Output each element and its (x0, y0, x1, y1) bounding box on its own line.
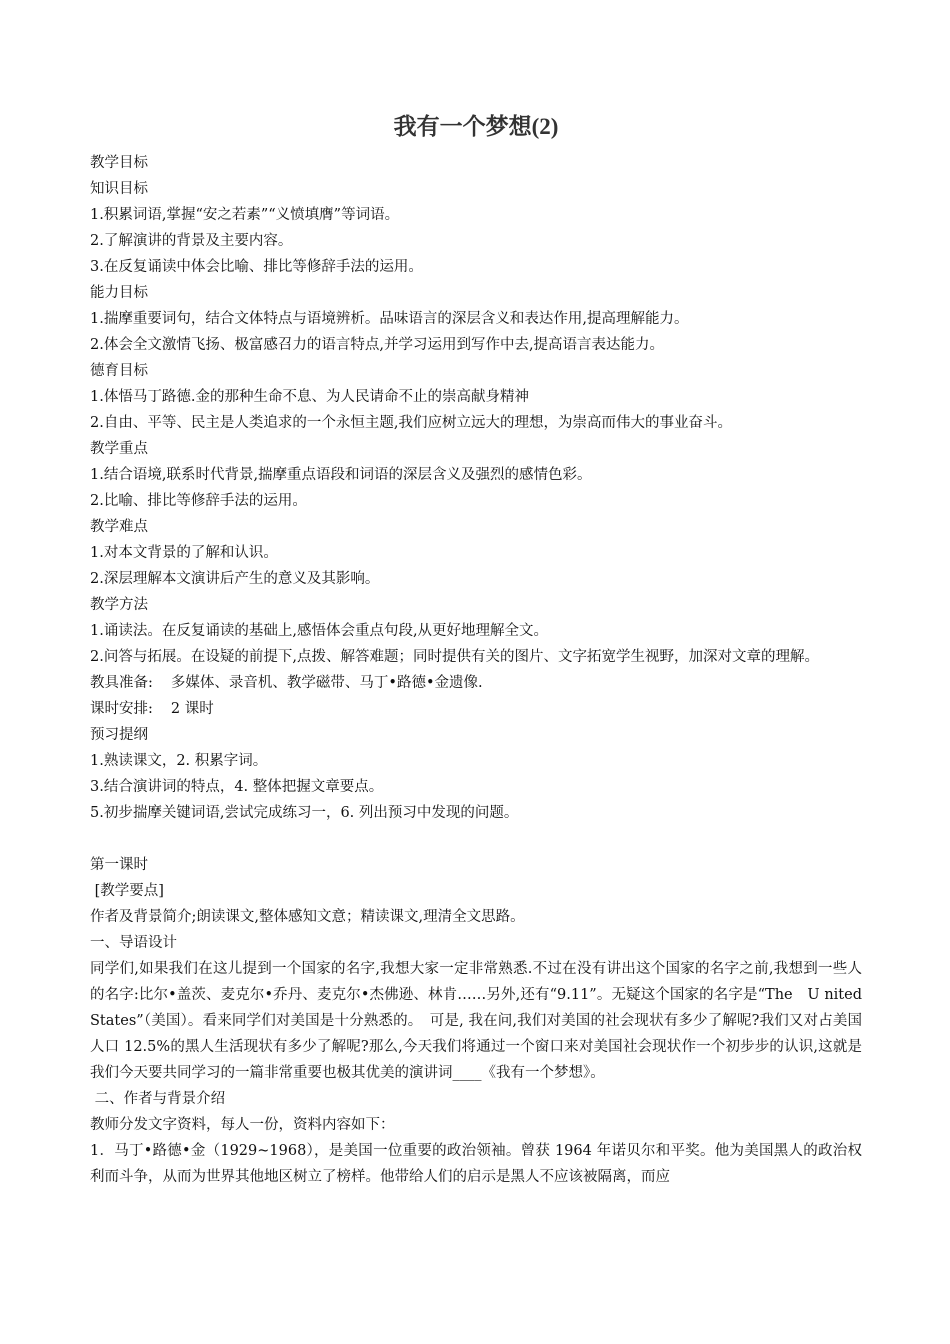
blank-line (90, 826, 862, 852)
text-line: [教学要点] (90, 883, 164, 899)
text-line: 1.熟读课文，2. 积累字词。 (90, 753, 268, 769)
objectives-section (90, 150, 862, 670)
text-line: 教师分发文字资料，每人一份，资料内容如下： (90, 1117, 395, 1133)
text-line: 教学方法 (90, 597, 148, 613)
tools-label: 教具准备: (90, 675, 153, 691)
text-line: 3.结合演讲词的特点，4. 整体把握文章要点。 (90, 779, 384, 795)
text-line: 预习提纲 (90, 727, 148, 743)
text-line: 教学目标 (90, 155, 148, 171)
text-line: 第一课时 (90, 857, 148, 873)
document-title: 我有一个梦想(2) (393, 114, 559, 139)
bio-paragraph: 1．马丁•路德•金（1929~1968），是美国一位重要的政治领袖。曾获 1964 年诺贝尔和平奖。他为美国黑人的政治权利而斗争，从而为世界其他地区树立了榜样。他带给人们的启示是黑人不应该被隔离，而应 (90, 1143, 862, 1185)
text-line: 1.诵读法。在反复诵读的基础上,感悟体会重点句段,从更好地理解全文。 (90, 623, 549, 639)
text-line: 1.结合语境,联系时代背景,揣摩重点语段和词语的深层含义及强烈的感情色彩。 (90, 467, 592, 483)
text-line: 2.自由、平等、民主是人类追求的一个永恒主题,我们应树立远大的理想，为崇高而伟大的事业奋斗。 (90, 415, 732, 431)
text-line: 1.揣摩重要词句，结合文体特点与语境辨析。品味语言的深层含义和表达作用,提高理解能力。 (90, 311, 689, 327)
text-line: 一、导语设计 (90, 935, 177, 951)
text-line: 教学重点 (90, 441, 148, 457)
text-line: 知识目标 (90, 181, 148, 197)
preview-section (90, 722, 862, 826)
lesson-one-section (90, 852, 862, 1190)
text-line: 1.对本文背景的了解和认识。 (90, 545, 278, 561)
text-line: 2.比喻、排比等修辞手法的运用。 (90, 493, 307, 509)
method-paragraph: 2.问答与拓展。在设疑的前提下,点拨、解答难题；同时提供有关的图片、文字拓宽学生视野，加深对文章的理解。 (90, 649, 819, 665)
text-line: 作者及背景简介;朗读课文,整体感知文意；精读课文,理清全文思路。 (90, 909, 525, 925)
text-line: 德育目标 (90, 363, 148, 379)
text-line: 2.深层理解本文演讲后产生的意义及其影响。 (90, 571, 380, 587)
text-line: 1.体悟马丁路德.金的那种生命不息、为人民请命不止的崇高献身精神 (90, 389, 529, 405)
text-line: 1.积累词语,掌握“安之若素”“义愤填膺”等词语。 (90, 207, 400, 223)
text-line: 2.了解演讲的背景及主要内容。 (90, 233, 293, 249)
text-line: 3.在反复诵读中体会比喻、排比等修辞手法的运用。 (90, 259, 423, 275)
schedule-label: 课时安排: (90, 701, 153, 717)
text-line: 教学难点 (90, 519, 148, 535)
text-line: 5.初步揣摩关键词语,尝试完成练习一，6. 列出预习中发现的问题。 (90, 805, 519, 821)
text-line: 2.体会全文激情飞扬、极富感召力的语言特点,并学习运用到写作中去,提高语言表达能力。 (90, 337, 665, 353)
schedule-value: 2 课时 (170, 701, 214, 717)
tools-line (90, 670, 862, 696)
text-line: 二、作者与背景介绍 (90, 1091, 226, 1107)
text-line: 能力目标 (90, 285, 148, 301)
schedule-line (90, 696, 862, 722)
intro-paragraph: 同学们,如果我们在这儿提到一个国家的名字,我想大家一定非常熟悉.不过在没有讲出这个国家的名字之前,我想到一些人的名字:比尔•盖茨、麦克尔•乔丹、麦克尔•杰佛逊、林肯……另外,还有“9.11”。无疑这个国家的名字是“The U nited States”（美国）。看来同学们对美国是十分熟悉的。 可是, 我在问,我们对美国的社会现状有多少了解呢?我们又对占美国人口 12.5%的黑人生活现状有多少了解呢?那么,今天我们将通过一个窗口来对美国社会现状作一个初步步的认识,这就是我们今天要共同学习的一篇非常重要也极其优美的演讲词____《我有一个梦想》。 (90, 961, 862, 1081)
tools-value: 多媒体、录音机、教学磁带、马丁•路德•金遗像. (170, 675, 483, 691)
